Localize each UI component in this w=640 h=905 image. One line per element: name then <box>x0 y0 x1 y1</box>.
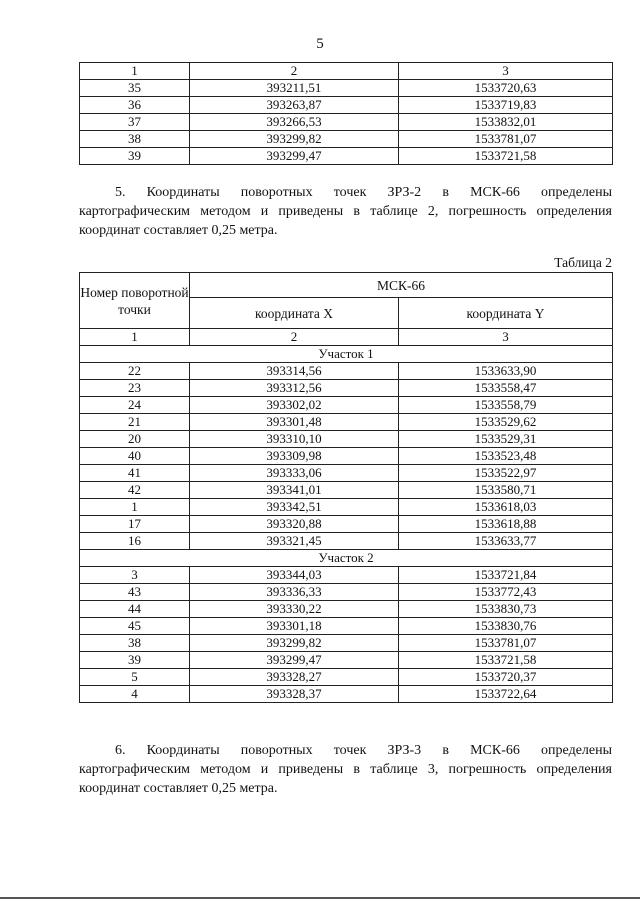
coordinate-x-cell: 393309,98 <box>190 448 399 465</box>
coordinate-y-cell: 1533781,07 <box>399 635 613 652</box>
paragraph-line: картографическим методом и приведены в таблице 3, погрешность определения <box>79 762 612 777</box>
table-header-row <box>80 273 613 298</box>
point-number-header: Номер поворотной точки <box>80 273 190 329</box>
coordinate-x-cell: 393341,01 <box>190 482 399 499</box>
table-row <box>80 148 613 165</box>
coordinate-x-cell: 393299,47 <box>190 652 399 669</box>
coordinate-x-header: координата X <box>190 298 399 329</box>
paragraph-line: 6. Координаты поворотных точек ЗРЗ-3 в МСК-66 определены <box>115 743 612 758</box>
coordinate-x-cell: 393314,56 <box>190 363 399 380</box>
table-row <box>80 652 613 669</box>
column-number-cell: 2 <box>190 329 399 346</box>
table-row <box>80 431 613 448</box>
section-title-row <box>80 550 613 567</box>
coordinate-y-cell: 1533720,63 <box>399 80 613 97</box>
coordinate-y-cell: 1533529,31 <box>399 431 613 448</box>
point-number-cell: 45 <box>80 618 190 635</box>
point-number-cell: 20 <box>80 431 190 448</box>
coordinate-x-cell: 393328,37 <box>190 686 399 703</box>
point-number-cell: 36 <box>80 97 190 114</box>
coordinate-y-header: координата Y <box>399 298 613 329</box>
coordinate-y-cell: 1533830,76 <box>399 618 613 635</box>
paragraph-line: координат составляет 0,25 метра. <box>79 223 278 238</box>
point-number-cell: 3 <box>80 567 190 584</box>
point-number-cell: 5 <box>80 669 190 686</box>
point-number-cell: 4 <box>80 686 190 703</box>
coordinate-x-cell: 393301,48 <box>190 414 399 431</box>
point-number-cell: 22 <box>80 363 190 380</box>
paragraph-line: картографическим методом и приведены в таблице 2, погрешность определения <box>79 204 612 219</box>
section-title: Участок 2 <box>80 550 613 567</box>
table-row <box>80 465 613 482</box>
coordinate-y-cell: 1533633,77 <box>399 533 613 550</box>
coordinates-table-continued <box>79 62 613 165</box>
table-row <box>80 97 613 114</box>
coordinate-x-cell: 393266,53 <box>190 114 399 131</box>
table-row <box>80 482 613 499</box>
coordinate-y-cell: 1533722,64 <box>399 686 613 703</box>
coordinate-x-cell: 393310,10 <box>190 431 399 448</box>
table-row <box>80 414 613 431</box>
point-number-cell: 23 <box>80 380 190 397</box>
coordinate-x-cell: 393333,06 <box>190 465 399 482</box>
table-row <box>80 686 613 703</box>
coordinate-y-cell: 1533618,03 <box>399 499 613 516</box>
point-number-cell: 1 <box>80 499 190 516</box>
table-row <box>80 516 613 533</box>
coordinate-x-cell: 393336,33 <box>190 584 399 601</box>
section-title: Участок 1 <box>80 346 613 363</box>
coordinate-y-cell: 1533580,71 <box>399 482 613 499</box>
coordinate-x-cell: 393312,56 <box>190 380 399 397</box>
point-number-cell: 21 <box>80 414 190 431</box>
scan-edge-line <box>0 897 640 899</box>
table-row <box>80 380 613 397</box>
table-row <box>80 584 613 601</box>
point-number-cell: 38 <box>80 131 190 148</box>
coordinate-y-cell: 1533529,62 <box>399 414 613 431</box>
point-number-cell: 43 <box>80 584 190 601</box>
coordinate-x-cell: 393330,22 <box>190 601 399 618</box>
coordinate-x-cell: 393263,87 <box>190 97 399 114</box>
table-row <box>80 533 613 550</box>
table-row <box>80 618 613 635</box>
column-number-cell: 1 <box>80 329 190 346</box>
point-number-cell: 37 <box>80 114 190 131</box>
coordinate-y-cell: 1533558,47 <box>399 380 613 397</box>
column-number-cell: 3 <box>399 63 613 80</box>
table-row <box>80 397 613 414</box>
coordinate-x-cell: 393299,82 <box>190 635 399 652</box>
point-number-cell: 17 <box>80 516 190 533</box>
paragraph-5 <box>79 183 612 240</box>
table-caption: Таблица 2 <box>554 255 612 270</box>
section-title-row <box>80 346 613 363</box>
table-row <box>80 114 613 131</box>
coordinate-x-cell: 393299,47 <box>190 148 399 165</box>
coordinate-y-cell: 1533720,37 <box>399 669 613 686</box>
coordinate-y-cell: 1533618,88 <box>399 516 613 533</box>
coordinate-y-cell: 1533523,48 <box>399 448 613 465</box>
coordinate-y-cell: 1533832,01 <box>399 114 613 131</box>
coordinate-x-cell: 393211,51 <box>190 80 399 97</box>
table-row <box>80 635 613 652</box>
point-number-cell: 38 <box>80 635 190 652</box>
coordinate-y-cell: 1533830,73 <box>399 601 613 618</box>
paragraph-line: координат составляет 0,25 метра. <box>79 781 278 796</box>
coordinate-y-cell: 1533721,58 <box>399 148 613 165</box>
coordinate-x-cell: 393320,88 <box>190 516 399 533</box>
table-row <box>80 601 613 618</box>
coordinate-y-cell: 1533719,83 <box>399 97 613 114</box>
table-row <box>80 669 613 686</box>
table-row <box>80 80 613 97</box>
coordinate-y-cell: 1533781,07 <box>399 131 613 148</box>
table-row <box>80 131 613 148</box>
coordinate-y-cell: 1533522,97 <box>399 465 613 482</box>
coordinate-x-cell: 393301,18 <box>190 618 399 635</box>
point-number-cell: 41 <box>80 465 190 482</box>
point-number-cell: 16 <box>80 533 190 550</box>
table-row <box>80 567 613 584</box>
column-number-cell: 1 <box>80 63 190 80</box>
coordinate-y-cell: 1533772,43 <box>399 584 613 601</box>
page-number: 5 <box>316 36 324 52</box>
coordinate-system-header: МСК-66 <box>190 273 613 298</box>
table-column-numbers-row <box>80 329 613 346</box>
point-number-cell: 39 <box>80 148 190 165</box>
coordinates-table-2 <box>79 272 613 703</box>
paragraph-6 <box>79 741 612 798</box>
point-number-cell: 39 <box>80 652 190 669</box>
paragraph-line: 5. Координаты поворотных точек ЗРЗ-2 в МСК-66 определены <box>115 185 612 200</box>
coordinate-y-cell: 1533721,58 <box>399 652 613 669</box>
coordinate-y-cell: 1533633,90 <box>399 363 613 380</box>
point-number-cell: 40 <box>80 448 190 465</box>
point-number-cell: 24 <box>80 397 190 414</box>
table-row <box>80 363 613 380</box>
column-number-cell: 3 <box>399 329 613 346</box>
coordinate-x-cell: 393328,27 <box>190 669 399 686</box>
coordinate-y-cell: 1533721,84 <box>399 567 613 584</box>
point-number-cell: 35 <box>80 80 190 97</box>
table-row <box>80 448 613 465</box>
coordinate-x-cell: 393321,45 <box>190 533 399 550</box>
coordinate-x-cell: 393299,82 <box>190 131 399 148</box>
point-number-cell: 44 <box>80 601 190 618</box>
coordinate-x-cell: 393302,02 <box>190 397 399 414</box>
point-number-cell: 42 <box>80 482 190 499</box>
table-header-row <box>80 63 613 80</box>
coordinate-x-cell: 393342,51 <box>190 499 399 516</box>
table-row <box>80 499 613 516</box>
coordinate-x-cell: 393344,03 <box>190 567 399 584</box>
column-number-cell: 2 <box>190 63 399 80</box>
coordinate-y-cell: 1533558,79 <box>399 397 613 414</box>
